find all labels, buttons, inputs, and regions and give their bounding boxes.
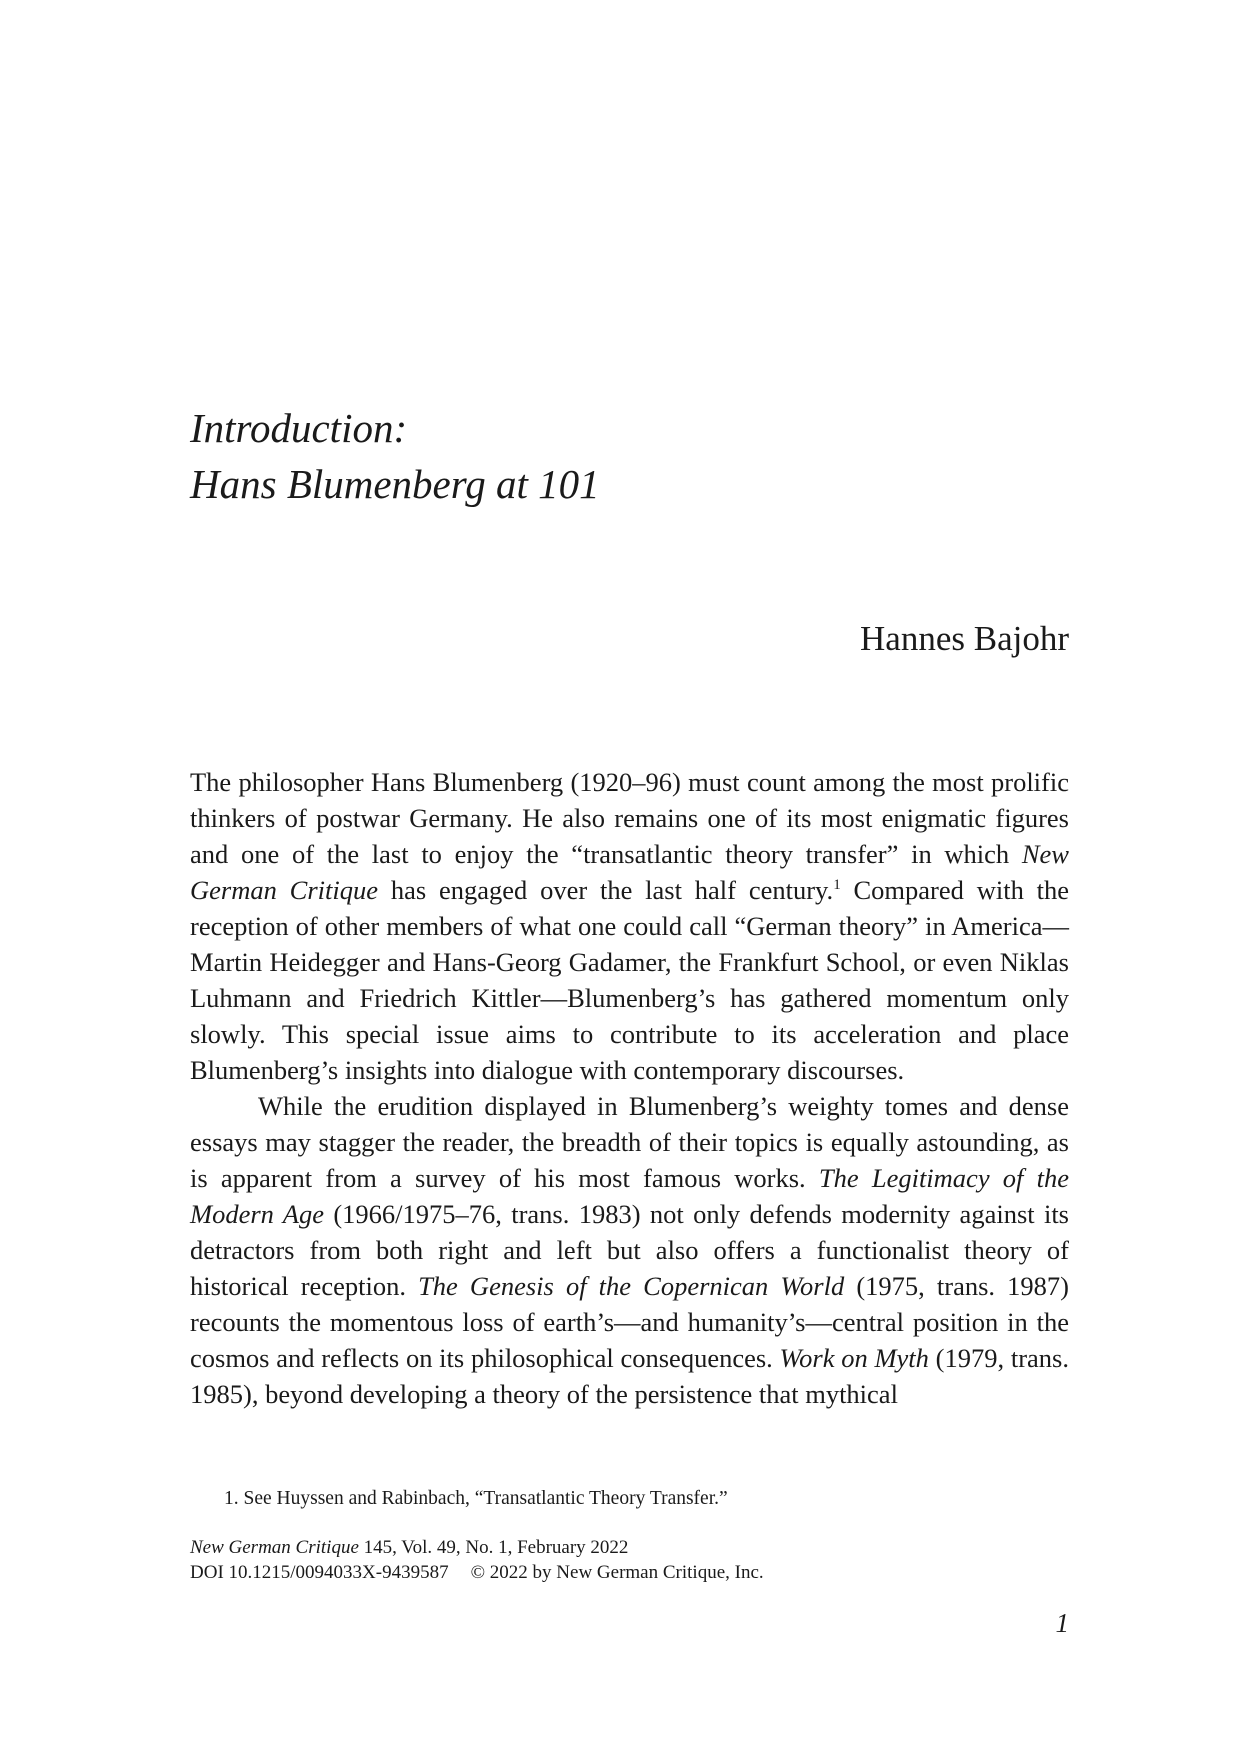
work-title: The Legitimacy of the Modern Age <box>190 1163 1069 1229</box>
work-title: Work on Myth <box>779 1343 929 1373</box>
author-name: Hannes Bajohr <box>860 619 1069 658</box>
paragraph-2: While the erudition displayed in Blumenberg’s weighty tomes and dense essays may stagger the reader, the breadth of their topics is equally astounding, as is apparent from a survey of his most famous works. The Legitimacy of the Modern Age (1966/1975–76, trans. 1983) not only defends modernity against its detractors from both right and left but also offers a functionalist theory of historical reception. The Genesis of the Copernican World (1975, trans. 1987) recounts the momentous loss of earth’s—and humanity’s—central position in the cosmos and reflects on its philosophical consequences. Work on Myth (1979, trans. 1985), beyond developing a theory of the persistence that mythical <box>190 1091 1069 1409</box>
journal-title: New German Critique <box>190 839 1069 905</box>
publication-info <box>190 1535 764 1585</box>
page-number: 1 <box>1055 1608 1069 1638</box>
article-title <box>190 400 600 512</box>
footnote-1: 1. See Huyssen and Rabinbach, “Transatlantic Theory Transfer.” <box>224 1488 728 1509</box>
title-line-1: Introduction: <box>190 405 408 451</box>
doi-line <box>190 1560 764 1585</box>
paragraph-1: The philosopher Hans Blumenberg (1920–96) must count among the most prolific thinkers of postwar Germany. He also remains one of its most enigmatic figures and one of the last to enjoy the “transatlantic theory transfer” in which New German Critique has engaged over the last half century.$^1$ Compared with the reception of other members of what one could call “German theory” in America—Martin Heidegger and Hans-Georg Gadamer, the Frankfurt School, or even Niklas Luhmann and Friedrich Kittler—Blumenberg’s has gathered momentum only slowly. This special issue aims to contribute to its acceleration and place Blumenberg’s insights into dialogue with contemporary discourses. <box>190 767 1070 1085</box>
copyright: © 2022 by New German Critique, Inc. <box>470 1562 764 1583</box>
journal-citation: New German Critique 145, Vol. 49, No. 1, February 2022 <box>190 1537 629 1558</box>
footnote-reference[interactable]: 1 <box>833 877 841 893</box>
title-line-2: Hans Blumenberg at 101 <box>190 461 600 507</box>
body-text <box>190 764 1069 1412</box>
doi: DOI 10.1215/0094033X-9439587 <box>190 1562 449 1583</box>
work-title: The Genesis of the Copernican World <box>418 1271 845 1301</box>
